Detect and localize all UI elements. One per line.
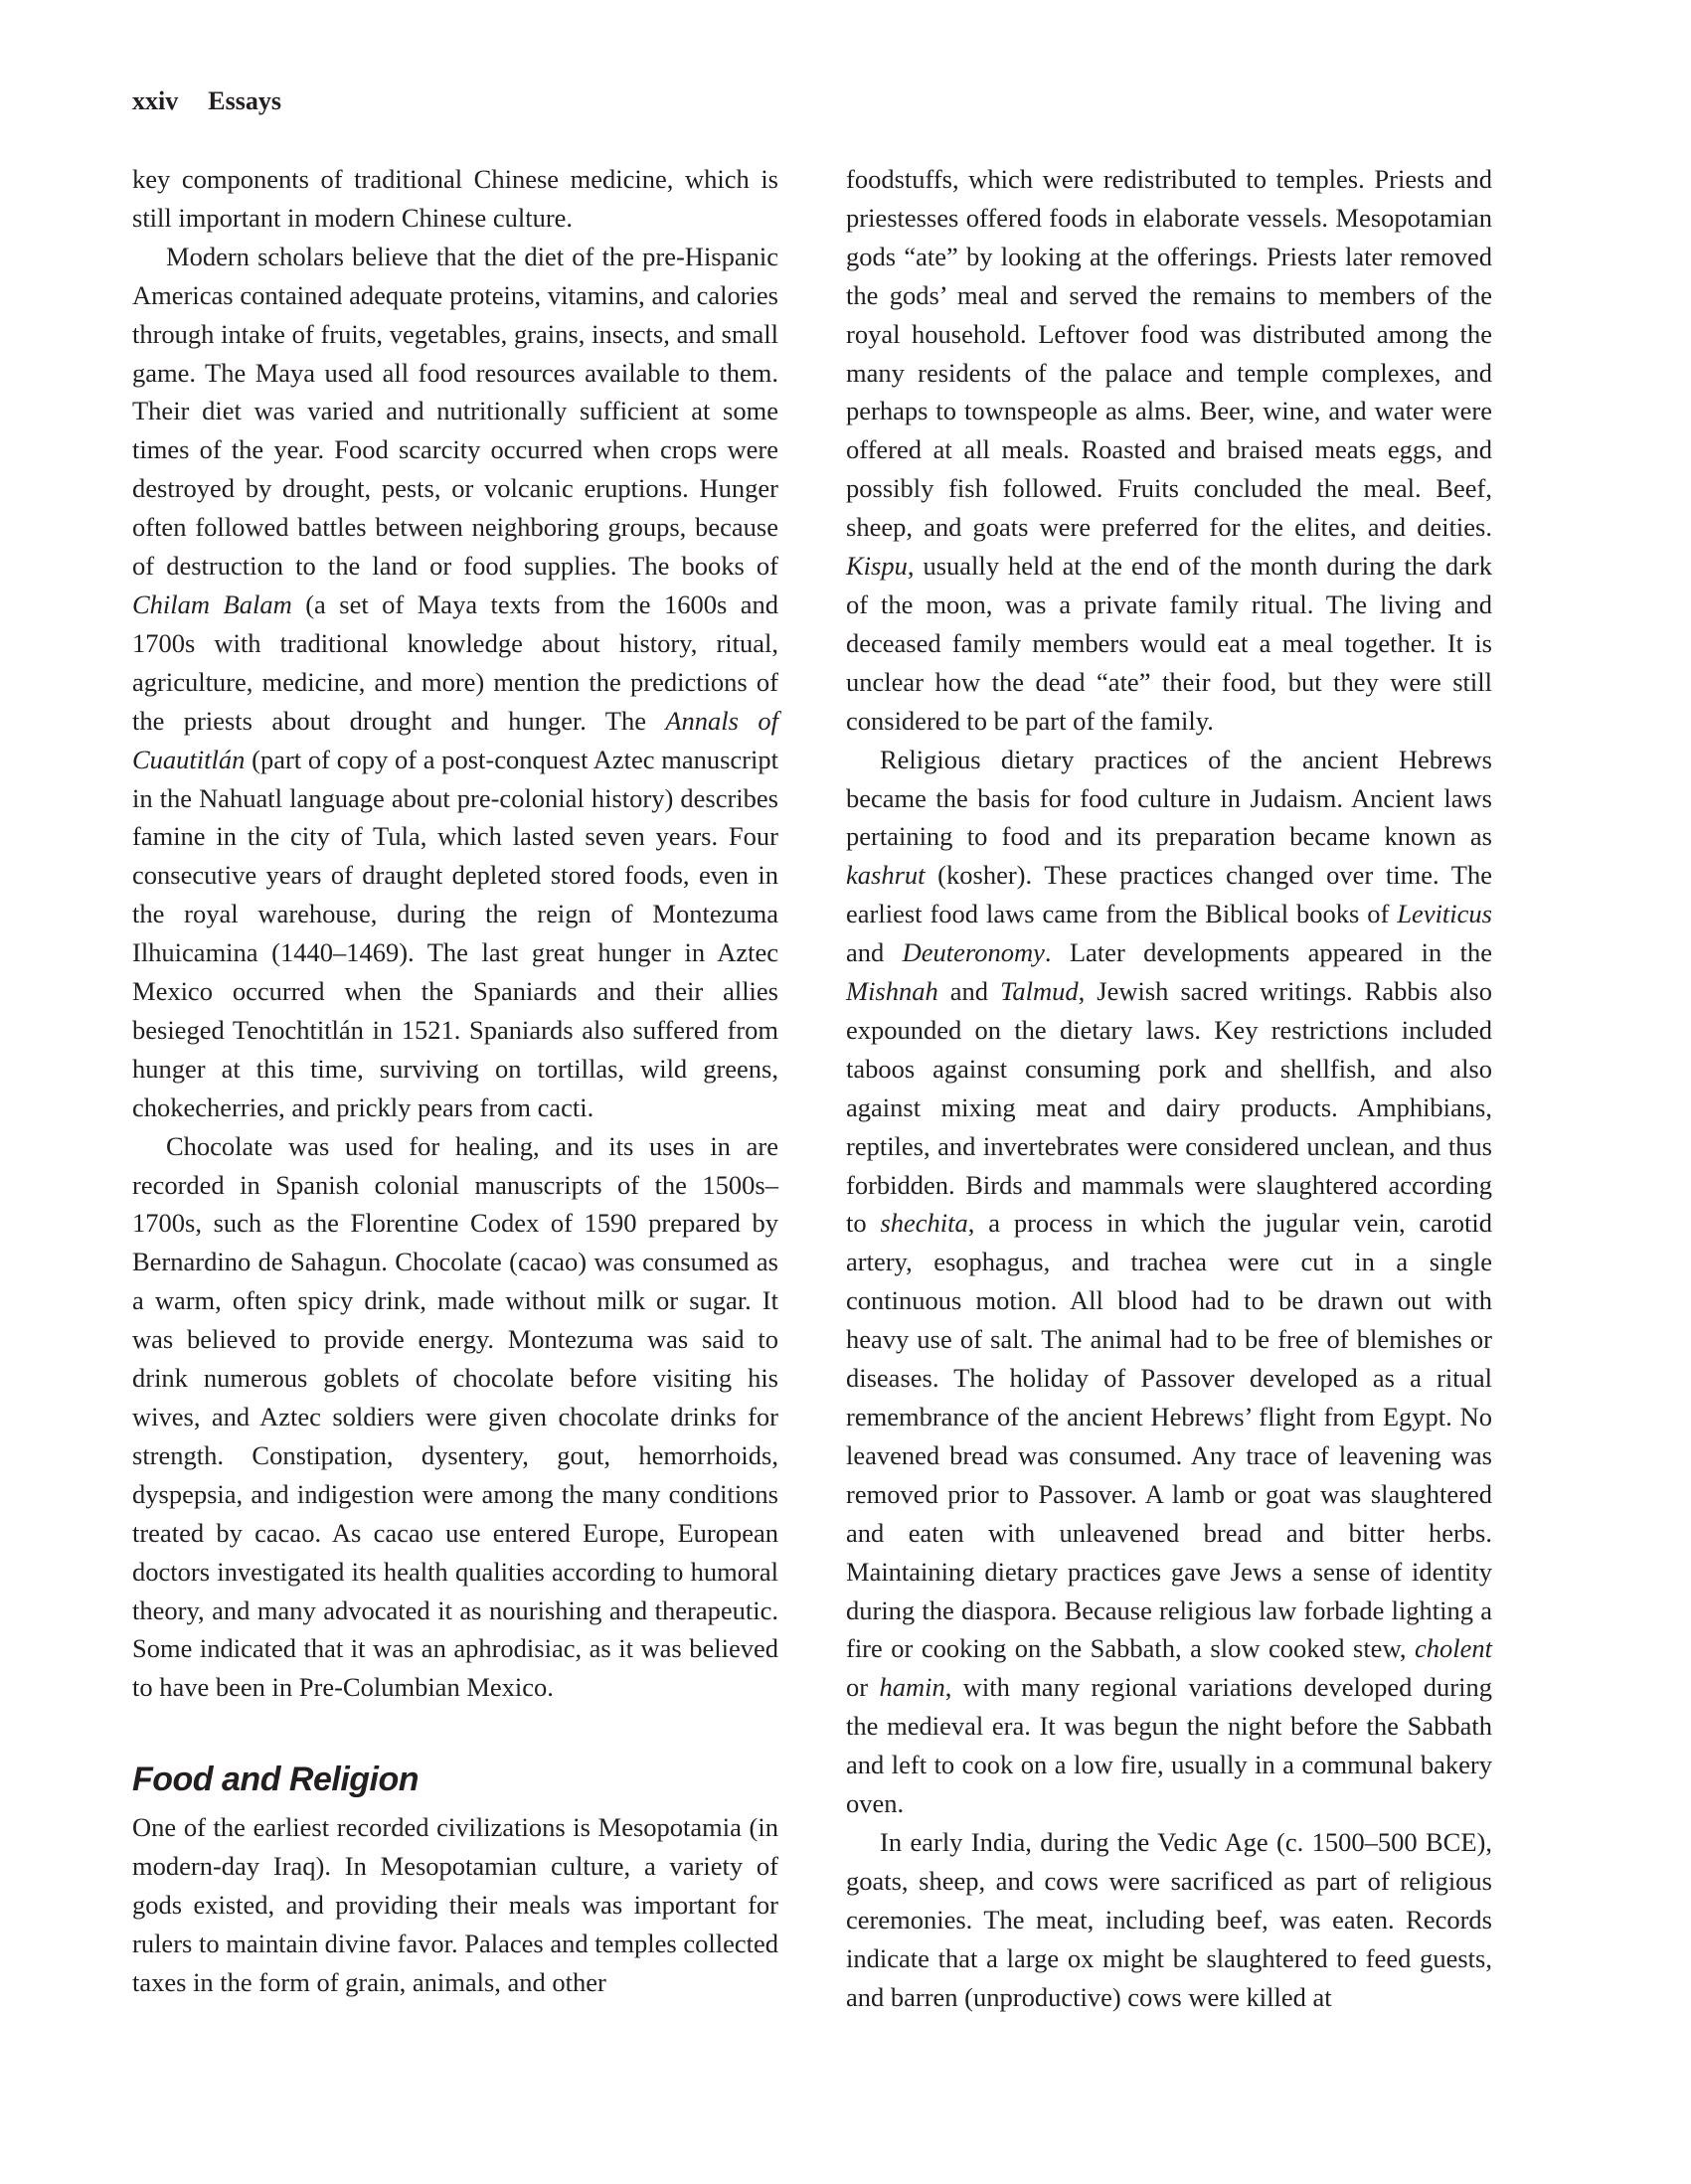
- text-run: , a process in which the jugular vein, carotid artery, esophagus, and trachea were cut in a single continuous motion. All blood had to be drawn out with heavy use of salt. The animal had to be free of blemishes or diseases. The holiday of Passover developed as a ritual remembrance of the ancient Hebrews’ flight from Egypt. No leavened bread was consumed. Any trace of leavening was removed prior to Passover. A lamb or goat was slaughtered and eaten with unleavened bread and bitter herbs. Maintaining dietary practices gave Jews a sense of identity during the diaspora. Because religious law forbade lighting a fire or cooking on the Sabbath, a slow cooked stew,: [846, 1208, 1492, 1664]
- italic-term-shechita: shechita: [880, 1208, 968, 1239]
- italic-title-annals: Annals of Cuautitlán: [132, 705, 778, 774]
- italic-title-chilam-balam: Chilam Balam: [132, 588, 292, 619]
- paragraph-hebrew-dietary-practices: [846, 741, 1492, 1823]
- section-title: Essays: [208, 86, 281, 115]
- paragraph-mesopotamia: One of the earliest recorded civilizations is Mesopotamia (in modern-day Iraq). In Mesopotamian culture, a variety of gods existed, and providing their meals was important for rulers to maintain divine favor. Palaces and temples collected taxes in the form of grain, animals, and other: [132, 1812, 778, 1997]
- paragraph-pre-hispanic-diet: [132, 238, 778, 1127]
- page-number: xxiv: [132, 86, 179, 115]
- italic-term-cholent: cholent: [1415, 1633, 1492, 1664]
- left-column: [132, 160, 778, 2002]
- italic-term-kispu: Kispu: [846, 551, 908, 582]
- text-run: and: [937, 976, 1001, 1007]
- italic-title-mishnah: Mishnah: [846, 976, 938, 1007]
- text-run: Religious dietary practices of the ancient Hebrews became the basis for food culture in Judaism. Ancient laws pertaining to food and its preparation became known as: [846, 744, 1492, 852]
- paragraph-mesopotamian-offerings: [846, 160, 1492, 741]
- text-run: (part of copy of a post-conquest Aztec manuscript in the Nahuatl language about pre-colonial history) describes famine in the city of Tula, which lasted seven years. Four consecutive years of draught depleted stored foods, even in the royal warehouse, during the reign of Montezuma Ilhuicamina (1440–1469). The last great hunger in Aztec Mexico occurred when the Spaniards and their allies besieged Tenochtitlán in 1521. Spaniards also suffered from hunger at this time, surviving on tortillas, wild greens, chokecherries, and prickly pears from cacti.: [132, 744, 778, 1122]
- italic-term-kashrut: kashrut: [846, 860, 926, 891]
- running-head: [132, 84, 281, 119]
- text-run: Modern scholars believe that the diet of the pre-Hispanic Americas contained adequate proteins, vitamins, and calories through intake of fruits, vegetables, grains, insects, and small game. The Maya used all food resources available to them. Their diet was varied and nutritionally sufficient at some times of the year. Food scarcity occurred when crops were destroyed by drought, pests, or volcanic eruptions. Hunger often followed battles between neighboring groups, because of destruction to the land or food supplies. The books of: [132, 241, 778, 582]
- text-run: , usually held at the end of the month during the dark of the moon, was a private family ritual. The living and deceased family members would eat a meal together. It is unclear how the dead “ate” their food, but they were still considered to be part of the family.: [846, 551, 1492, 736]
- paragraph-vedic-india: In early India, during the Vedic Age (c. 1500–500 BCE), goats, sheep, and cows were sacrificed as part of religious ceremonies. The meat, including beef, was eaten. Records indicate that a large ox might be slaughtered to feed guests, and barren (unproductive) cows were killed at: [846, 1826, 1492, 2012]
- text-run: , Jewish sacred writings. Rabbis also expounded on the dietary laws. Key restrictions included taboos against consuming pork and shellfish, and also against mixing meat and dairy products. Amphibians, reptiles, and invertebrates were considered unclean, and thus forbidden. Birds and mammals were slaughtered according to: [846, 976, 1492, 1239]
- paragraph-chocolate: Chocolate was used for healing, and its uses in are recorded in Spanish colonial manuscripts of the 1500s–1700s, such as the Florentine Codex of 1590 prepared by Bernardino de Sahagun. Chocolate (cacao) was consumed as a warm, often spicy drink, made without milk or sugar. It was believed to provide energy. Montezuma was said to drink numerous goblets of chocolate before visiting his wives, and Aztec soldiers were given chocolate drinks for strength. Constipation, dysentery, gout, hemorrhoids, dyspepsia, and indigestion were among the many conditions treated by cacao. As cacao use entered Europe, European doctors investigated its health qualities according to humoral theory, and many advocated it as nourishing and therapeutic. Some indicated that it was an aphrodisiac, as it was believed to have been in Pre-Columbian Mexico.: [132, 1130, 778, 1703]
- text-run: (kosher). These practices changed over time. The earliest food laws came from the Biblical books of: [846, 860, 1492, 929]
- italic-title-leviticus: Leviticus: [1397, 899, 1492, 929]
- italic-term-hamin: hamin: [879, 1672, 945, 1703]
- italic-title-talmud: Talmud: [1000, 976, 1079, 1007]
- text-run: and: [846, 937, 903, 968]
- text-run: . Later developments appeared in the: [1044, 937, 1492, 968]
- text-run: (a set of Maya texts from the 1600s and 1700s with traditional knowledge about history, ritual, agriculture, medicine, and more) mention the predictions of the priests about drought and hunger. The: [132, 588, 778, 736]
- text-run: , with many regional variations developed during the medieval era. It was begun the night before the Sabbath and left to cook on a low fire, usually in a communal bakery oven.: [846, 1672, 1492, 1819]
- section-heading-food-and-religion: Food and Religion: [132, 1761, 420, 1799]
- italic-title-deuteronomy: Deuteronomy: [902, 937, 1045, 968]
- text-run: foodstuffs, which were redistributed to temples. Priests and priestesses offered foods in elaborate vessels. Mesopotamian gods “ate” by looking at the offerings. Priests later removed the gods’ meal and served the remains to members of the royal household. Leftover food was distributed among the many residents of the palace and temple complexes, and perhaps to townspeople as alms. Beer, wine, and water were offered at all meals. Roasted and braised meats eggs, and possibly fish followed. Fruits concluded the meal. Beef, sheep, and goats were preferred for the elites, and deities.: [846, 164, 1492, 543]
- right-column: [846, 160, 1492, 2017]
- paragraph-chinese-medicine: key components of traditional Chinese medicine, which is still important in modern Chinese culture.: [132, 164, 778, 233]
- text-run: or: [846, 1672, 880, 1703]
